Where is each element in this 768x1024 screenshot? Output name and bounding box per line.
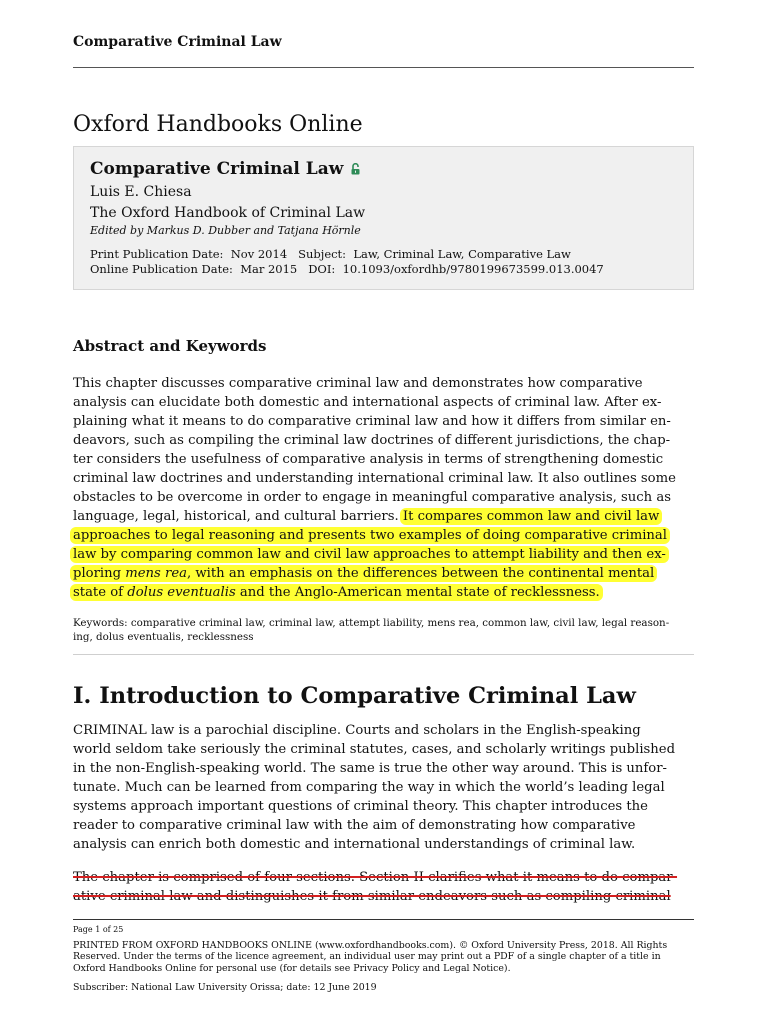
- section-heading: I. Introduction to Comparative Criminal Law: [73, 683, 636, 709]
- author-name[interactable]: Luis E. Chiesa: [90, 184, 192, 200]
- footer-divider: [73, 919, 694, 920]
- chapter-info-box: [73, 146, 694, 290]
- abstract-line: criminal law doctrines and understanding international criminal law. It also outlines some: [73, 471, 676, 486]
- abstract-text: , with an emphasis on the differences between the continental mental: [186, 566, 655, 581]
- book-title[interactable]: The Oxford Handbook of Criminal Law: [90, 205, 366, 221]
- abstract-line: deavors, such as compiling the criminal law doctrines of different jurisdictions, the chap-: [73, 433, 671, 448]
- abstract-paragraph: [73, 374, 695, 602]
- italic-term: dolus eventualis: [127, 585, 236, 600]
- abstract-line: [73, 507, 695, 526]
- abstract-text: and the Anglo-American mental state of recklessness.: [235, 585, 600, 600]
- body-line: reader to comparative criminal law with the aim of demonstrating how comparative: [73, 818, 636, 833]
- struck-paragraph: [73, 868, 695, 906]
- online-publication-row: Online Publication Date: Mar 2015 DOI: 10.1093/oxfordhb/9780199673599.013.0047: [90, 262, 604, 276]
- abstract-line: [73, 564, 695, 583]
- highlighted-text: approaches to legal reasoning and presents two examples of doing comparative criminal: [70, 527, 670, 544]
- chapter-title[interactable]: Comparative Criminal Law: [90, 159, 344, 179]
- body-line: systems approach important questions of criminal theory. This chapter introduces the: [73, 799, 648, 814]
- header-divider: [73, 67, 694, 68]
- abstract-text: state of: [73, 585, 128, 600]
- open-access-lock-icon: [351, 160, 360, 172]
- keywords-divider: [73, 654, 694, 655]
- abstract-line: obstacles to be overcome in order to engage in meaningful comparative analysis, such as: [73, 490, 671, 505]
- subscriber-line: Subscriber: National Law University Orissa; date: 12 June 2019: [73, 982, 377, 993]
- italic-term: mens rea: [125, 566, 187, 581]
- keywords-line: ing, dolus eventualis, recklessness: [73, 630, 254, 643]
- copyright-notice: [73, 940, 695, 974]
- highlighted-text: [70, 565, 657, 582]
- highlighted-text: law by comparing common law and civil law approaches to attempt liability and then ex-: [70, 546, 669, 563]
- struck-line: ative criminal law and distinguishes it from similar endeavors such as compiling criminal: [73, 889, 671, 904]
- highlighted-text: [70, 584, 603, 601]
- chapter-title-row: [90, 159, 360, 179]
- abstract-text: language, legal, historical, and cultural barriers.: [73, 509, 399, 524]
- body-line: tunate. Much can be learned from comparing the way in which the world’s leading legal: [73, 780, 665, 795]
- body-line: in the non-English-speaking world. The same is true the other way around. This is unfor-: [73, 761, 668, 776]
- abstract-line: [73, 545, 695, 564]
- abstract-line: analysis can elucidate both domestic and international aspects of criminal law. After ex-: [73, 395, 662, 410]
- notice-line: PRINTED FROM OXFORD HANDBOOKS ONLINE (www.oxfordhandbooks.com). © Oxford University Press, 2018. All Rights: [73, 940, 668, 951]
- notice-line: Reserved. Under the terms of the licence agreement, an individual user may print out a PDF of a single chapter of a title in: [73, 951, 661, 963]
- abstract-line: [73, 526, 695, 545]
- running-head: Comparative Criminal Law: [73, 34, 282, 50]
- body-line: analysis can enrich both domestic and international understandings of criminal law.: [73, 837, 636, 852]
- highlighted-text: It compares common law and civil law: [400, 508, 662, 525]
- body-line: CRIMINAL law is a parochial discipline. Courts and scholars in the English-speaking: [73, 723, 641, 738]
- abstract-line: ter considers the usefulness of comparative analysis in terms of strengthening domestic: [73, 452, 664, 467]
- editors-line: Edited by Markus D. Dubber and Tatjana Hörnle: [90, 224, 361, 237]
- page-number: Page 1 of 25: [73, 925, 124, 934]
- site-title[interactable]: Oxford Handbooks Online: [73, 112, 363, 137]
- keywords: [73, 617, 695, 644]
- abstract-text: ploring: [73, 566, 126, 581]
- intro-paragraph: [73, 721, 695, 854]
- abstract-line: [73, 583, 695, 602]
- struck-line: The chapter is comprised of four sections. Section II clarifies what it means to do compar-: [73, 870, 678, 885]
- abstract-heading: Abstract and Keywords: [73, 337, 267, 355]
- print-publication-row: Print Publication Date: Nov 2014 Subject: Law, Criminal Law, Comparative Law: [90, 247, 571, 261]
- abstract-line: This chapter discusses comparative criminal law and demonstrates how comparative: [73, 376, 643, 391]
- notice-line: Oxford Handbooks Online for personal use (for details see Privacy Policy and Legal Notice).: [73, 962, 511, 974]
- abstract-line: plaining what it means to do comparative criminal law and how it differs from similar en-: [73, 414, 671, 429]
- keywords-line: Keywords: comparative criminal law, criminal law, attempt liability, mens rea, common law, civil law, legal reason-: [73, 617, 670, 629]
- body-line: world seldom take seriously the criminal statutes, cases, and scholarly writings published: [73, 742, 676, 757]
